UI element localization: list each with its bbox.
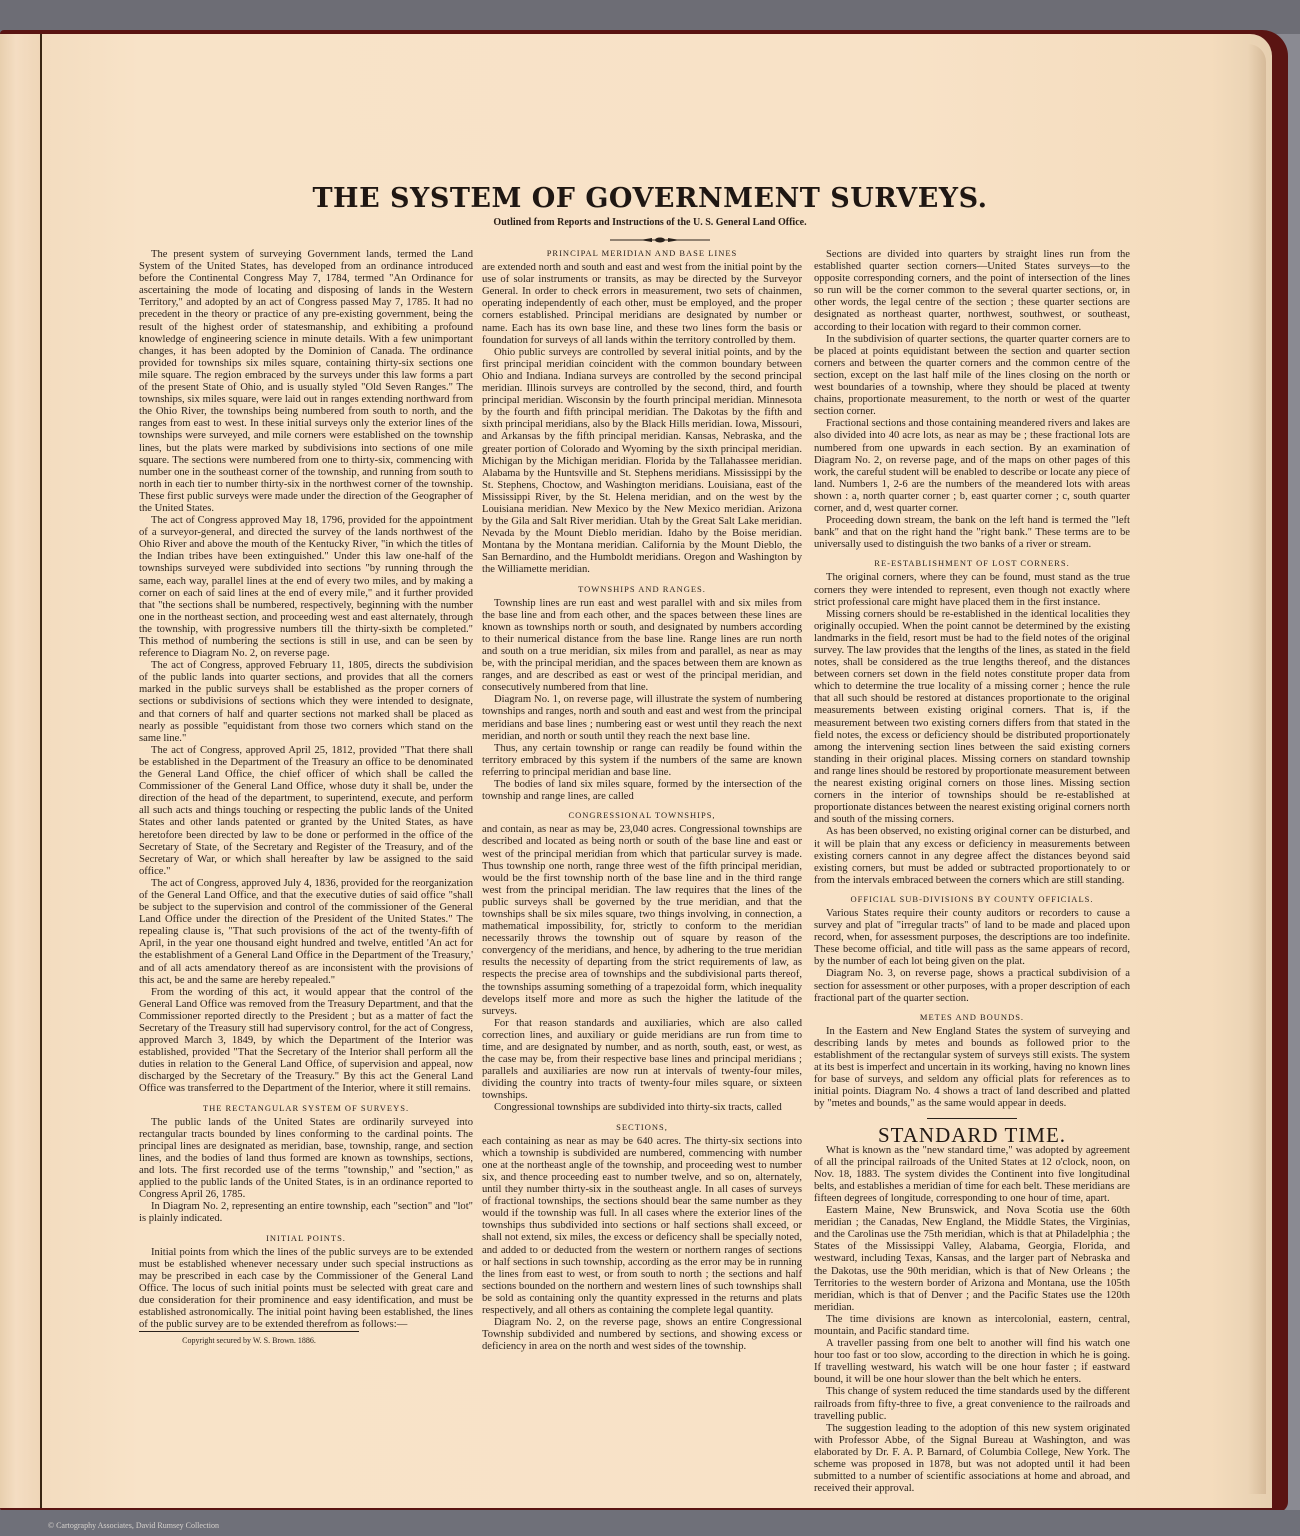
section-heading: PRINCIPAL MERIDIAN AND BASE LINES <box>546 248 738 258</box>
paragraph: The public lands of the United States are ordinarily surveyed into rectangular tracts bounded by lines conforming to the cardinal points. The principal lines are designated as meridian, base, township, range, and section lines, and the bodies of land thus formed are known as townships, sections, and lots. The first recorded use of the terms "township," and "section," as applied to the public lands of the United States, is in an ordinance reported to Congress April 26, 1785. <box>139 1116 473 1201</box>
paragraph: The bodies of land six miles square, formed by the intersection of the township and range lines, are called <box>482 779 802 803</box>
paragraph: Diagram No. 2, on the reverse page, shows an entire Congressional Township subdivided and numbered by sections, and showing excess or deficiency in area on the north and west sides of the township. <box>482 1317 802 1353</box>
paragraph: What is known as the "new standard time," was adopted by agreement of all the principal railroads of the United States at 12 o'clock, noon, on Nov. 18, 1883. The system divides the Continent into five longitudinal belts, and establishes a meridian of time for each belt. These meridians are fifteen degrees of longitude, corresponding to one hour of time, apart. <box>814 1144 1130 1204</box>
paragraph: This change of system reduced the time standards used by the different railroads from fifty-three to five, a great convenience to the railroads and travelling public. <box>814 1386 1130 1422</box>
ornament-divider-icon <box>610 236 710 244</box>
section-heading: INITIAL POINTS. <box>266 1232 346 1243</box>
section-heading: OFFICIAL SUB-DIVISIONS BY COUNTY OFFICIALS. <box>850 893 1094 904</box>
paragraph: The act of Congress approved May 18, 1796, provided for the appointment of a surveyor-general, and directed the survey of the lands northwest of the Ohio River and above the mouth of the Kentucky River, "in which the titles of the Indian tribes have been extinguished." Under this law one-half of the townships surveyed were subdivided into sections "by running through the same, each way, parallel lines at the end of every two miles, and by making a corner on each of said lines at the end of every mile," and it further provided that "the sections shall be numbered, respectively, beginning with the number one in the northeast section, and proceeding west and east alternately, through the township, with progressive numbers till the thirty-sixth be completed." This method of numbering the sections is still in use, and can be seen by reference to Diagram No. 2, on reverse page. <box>139 515 473 660</box>
paragraph: The act of Congress, approved April 25, 1812, provided "That there shall be established in the Department of the Treasury an office to be denominated the General Land Office, the chief officer of which shall be called the Commissioner of the General Land Office, whose duty it shall be, under the direction of the head of the department, to superintend, execute, and perform all such acts and things touching or respecting the public lands of the United States and other lands patented or granted by the United States, as have heretofore been directed by law to be done or performed in the office of the Secretary of State, of the Secretary and Register of the Treasury, and of the Secretary of War, or which shall hereafter by law be assigned to the said office." <box>139 744 473 877</box>
paragraph: Missing corners should be re-established in the identical localities they originally occupied. When the point cannot be determined by the existing landmarks in the field, resort must be had to the field notes of the original survey. The law provides that the lengths of the lines, as stated in the field notes, shall be considered as the true lengths thereof, and the distances between corners set down in the field notes constitute proper data from which to determine the true locality of a missing corner ; hence the rule that all such should be restored at distances proportionate to the original measurements between existing original corners. That is, if the measurement between two existing corners differs from that stated in the field notes, the excess or deficiency should be distributed proportionately among the intervening section lines between the said existing corners standing in their original places. Missing corners on standard township and range lines should be restored by proportionate measurement between the nearest existing original corners on those lines. Missing section corners in the interior of townships should be re-established at proportionate distances between the nearest existing original corners north and south of the missing corners. <box>814 608 1130 826</box>
paragraph: Diagram No. 3, on reverse page, shows a practical subdivision of a section for assessment or other purposes, with a proper description of each fractional part of the quarter section. <box>814 968 1130 1004</box>
paragraph: The act of Congress, approved February 11, 1805, directs the subdivision of the public lands into quarter sections, and provides that all the corners marked in the public surveys shall be established as the proper corners of sections or subdivisions of sections which they were intended to designate, and that corners of half and quarter sections not marked shall be placed as nearly as possible "equidistant from those two corners which stand on the same line." <box>139 660 473 744</box>
copyright-notice: Copyright secured by W. S. Brown. 1886. <box>139 1331 359 1347</box>
paragraph: For that reason standards and auxiliaries, which are also called correction lines, and auxiliary or guide meridians are run from time to time, and are designated by number, and as north, south, east, or west, as the case may be, from their respective base lines and principal meridians ; parallels and auxiliaries are now run at intervals of twenty-four miles, dividing the country into tracts of twenty-four miles square, or sixteen townships. <box>482 1017 802 1102</box>
section-heading: METES AND BOUNDS. <box>919 1011 1025 1022</box>
page-title: THE SYSTEM OF GOVERNMENT SURVEYS. <box>312 183 988 214</box>
paragraph: Initial points from which the lines of the public surveys are to be extended must be established whenever necessary under such special instructions as may be prescribed in each case by the Commissioner of the General Land Office. The locus of such initial points must be selected with great care and due consideration for their prominence and easy identification, and must be established astronomically. The initial point having been established, the lines of the public survey are to be extended therefrom as follows:— <box>139 1246 473 1331</box>
text-column-right <box>814 249 1130 1495</box>
section-heading: TOWNSHIPS AND RANGES. <box>578 583 706 594</box>
paragraph: The act of Congress, approved July 4, 1836, provided for the reorganization of the General Land Office, and that the executive duties of said office "shall be subject to the supervision and control of the commissioner of the General Land Office under the direction of the President of the United States." The repealing clause is, "That such provisions of the act of the twenty-fifth of April, in the year one thousand eight hundred and twelve, entitled 'An act for the establishment of a General Land Office in the Department of the Treasury,' and of all acts amendatory thereof as are inconsistent with the provisions of this act, be and the same are hereby repealed." <box>139 877 473 986</box>
paragraph: Ohio public surveys are controlled by several initial points, and by the first principal meridian coincident with the common boundary between Ohio and Indiana. Indiana surveys are controlled by the second principal meridian. Illinois surveys are controlled by the second, third, and fourth principal meridian. Wisconsin by the fourth principal meridian. Minnesota by the fourth and fifth principal meridian. The Dakotas by the fifth and sixth principal meridians, also by the Black Hills meridian. Iowa, Missouri, and Arkansas by the fifth principal meridian. Kansas, Nebraska, and the greater portion of Colorado and Wyoming by the sixth principal meridian. Michigan by the Michigan meridian. Florida by the Tallahassee meridian. Alabama by the Huntsville and St. Stephens meridians. Mississippi by the St. Stephens, Choctow, and Washington meridians. Louisiana, east of the Mississippi River, by the St. Helena meridian, and on the west by the Louisiana meridian. New Mexico by the New Mexico meridian. Arizona by the Gila and Salt River meridian. Utah by the Great Salt Lake meridian. Nevada by the Mount Dieblo meridian. Idaho by the Boise meridian. Montana by the Montana meridian. California by the Mount Dieblo, the San Bernardino, and the Humboldt meridians. Oregon and Washington by the Williamette meridian. <box>482 346 802 576</box>
paragraph: The time divisions are known as intercolonial, eastern, central, mountain, and Pacific standard time. <box>814 1313 1130 1337</box>
section-heading: CONGRESSIONAL TOWNSHIPS, <box>568 810 716 821</box>
standard-time-heading: STANDARD TIME. <box>877 1123 1067 1148</box>
text-column-left <box>139 249 473 1347</box>
left-page-leaf <box>0 34 42 1508</box>
section-heading: SECTIONS, <box>616 1121 668 1132</box>
section-heading: RE-ESTABLISHMENT OF LOST CORNERS. <box>874 558 1070 569</box>
paragraph: In the subdivision of quarter sections, the quarter quarter corners are to be placed at points equidistant between the section and quarter section corners and between the quarter corners and the common centre of the section, except on the last half mile of the lines closing on the north or west boundaries of a township, where they should be placed at twenty chains, proportionate measurement, to the north or west of the quarter section corner. <box>814 333 1130 418</box>
paragraph: Diagram No. 1, on reverse page, will illustrate the system of numbering townships and ranges, north and south and east and west from the principal meridians and base lines ; numbering east or west until they reach the next meridian, and north or south until they reach the next base line. <box>482 694 802 742</box>
scan-backdrop-top <box>0 0 1300 34</box>
paragraph: The suggestion leading to the adoption of this new system originated with Professor Abbe, of the Signal Bureau at Washington, and was elaborated by Dr. F. A. P. Barnard, of Columbia College, New York. The scheme was proposed in 1878, but was not adopted until it had been submitted to a number of scientific associations at home and abroad, and received their approval. <box>814 1422 1130 1495</box>
page-edge-shadow <box>1248 44 1266 1494</box>
paragraph: Proceeding down stream, the bank on the left hand is termed the "left bank" and that on the right hand the "right bank." These terms are to be universally used to distinguish the two banks of a river or stream. <box>814 515 1130 551</box>
paragraph: Township lines are run east and west parallel with and six miles from the base line and from each other, and the spaces between these lines are known as townships north or south, and designated by numbers according to their numerical distance from the base line. Range lines are run north and south on a true meridian, six miles from and parallel, as near as may be, with the principal meridian, and the spaces between them are known as ranges, and are described as east or west of the principal meridian, and consecutively numbered from that line. <box>482 597 802 694</box>
paragraph: Congressional townships are subdivided into thirty-six tracts, called <box>494 1102 782 1114</box>
paragraph: Various States require their county auditors or recorders to cause a survey and plat of "irregular tracts" of land to be made and placed upon record, when, for assessment purposes, the descriptions are too indefinite. These become official, and title will pass as the same appears of record, by the number of each lot being given on the plat. <box>814 907 1130 968</box>
paragraph: Fractional sections and those containing meandered rivers and lakes are also divided into 40 acre lots, as near as may be ; these fractional lots are numbered from one upwards in each section. By an examination of Diagram No. 2, on reverse page, and of the maps on other pages of this work, the careful student will be enabled to describe or locate any piece of land. Numbers 1, 2-6 are the numbers of the meandered lots with areas shown : a, north quarter corner ; b, east quarter corner ; c, south quarter corner, and d, west quarter corner. <box>814 418 1130 514</box>
paragraph: each containing as near as may be 640 acres. The thirty-six sections into which a township is subdivided are numbered, commencing with number one at the northeast angle of the township, and proceeding west to number six, and thence proceeding east to number twelve, and so on, alternately, until they number thirty-six in the southeast angle. In all cases of surveys of fractional townships, the sections should bear the same number as they would if the township was full. In all cases where the exterior lines of the townships thus subdivided into sections or half sections shall exceed, or shall not extend, six miles, the excess or deficency shall be specially noted, and added to or deducted from the western or northern ranges of sections or half sections in such township, according as the error may be in running the lines from east to west, or from south to north ; the sections and half sections bounded on the northern and western lines of such townships shall be sold as containing only the quantity expressed in the returns and plats respectively, and all others as containing the complete legal quantity. <box>482 1135 802 1316</box>
paragraph: are extended north and south and east and west from the initial point by the use of solar instruments or transits, as may be directed by the Surveyor General. In order to check errors in measurement, two sets of chainmen, operating independently of each other, must be employed, and the proper corners established. Principal meridians are designated by number or name. Each has its own base line, and these two lines form the basis or foundation for surveys of all lands within the territory controlled by them. <box>482 262 802 346</box>
paragraph: In the Eastern and New England States the system of surveying and describing lands by metes and bounds as followed prior to the establishment of the rectangular system of surveys still exists. The system at its best is imperfect and uncertain in its working, having no known lines for base of surveys, and seldom any official plats for references as to initial points. Diagram No. 4 shows a tract of land described and platted by "metes and bounds," as the same would appear in deeds. <box>814 1025 1130 1110</box>
collection-credit: © Cartography Associates, David Rumsey Collection <box>48 1521 219 1530</box>
text-column-middle <box>482 247 802 1353</box>
paragraph: A traveller passing from one belt to another will find his watch one hour too fast or too slow, according to the direction in which he is going. If travelling westward, his watch will be one hour faster ; if eastward bound, it will be one hour slower than the belt which he enters. <box>814 1338 1130 1386</box>
paragraph: From the wording of this act, it would appear that the control of the General Land Office was removed from the Treasury Department, and that the Commissioner reported directly to the President ; but as a matter of fact the Secretary of the Treasury still had supervisory control, for the act of Congress, approved March 3, 1849, by which the Department of the Interior was established, provided "That the Secretary of the Interior shall perform all the duties in relation to the General Land Office, of supervision and appeal, now discharged by the Secretary of the Treasury." By this act the General Land Office was transferred to the Department of the Interior, where it still remains. <box>139 986 473 1095</box>
page-subtitle: Outlined from Reports and Instructions of the U. S. General Land Office. <box>493 217 807 228</box>
paragraph: and contain, as near as may be, 23,040 acres. Congressional townships are described and located as being north or south of the base line and east or west of the principal meridian from which that particular survey is made. Thus township one north, range three west of the fifth principal meridian, would be the first township north of the base line and in the third range west from the principal meridian. The law requires that the lines of the public surveys shall be governed by the true meridian, and that the townships shall be six miles square, two things involving, in connection, a mathematical impossibility, for, strictly to conform to the meridian necessarily throws the township out of square by reason of the convergency of the meridians, and hence, by adhering to the true meridian results the necessity of departing from the strict requirements of law, as respects the precise area of townships and the subdivisional parts thereof, the townships assuming something of a trapezoidal form, which inequality develops itself more and more as such the higher the latitude of the surveys. <box>482 824 802 1017</box>
paragraph: The original corners, where they can be found, must stand as the true corners they were intended to represent, even though not exactly where strict professional care might have placed them in the first instance. <box>814 572 1130 608</box>
paragraph: The present system of surveying Government lands, termed the Land System of the United States, has developed from an ordinance introduced before the Continental Congress May 7, 1784, termed "An Ordinance for ascertaining the mode of locating and disposing of lands in the Western Territory," and adopted by an act of Congress passed May 7, 1785. It had no precedent in the theory or practice of any pre-existing government, being the result of the highest order of statesmanship, and exhibiting a profound knowledge of engineering science in minute details. With a few unimportant changes, it has been adopted by the Dominion of Canada. The ordinance provided for townships six miles square, containing thirty-six sections one mile square. The region embraced by the surveys under this law forms a part of the present State of Ohio, and is usually styled "Old Seven Ranges." The townships, six miles square, were laid out in ranges extending northward from the Ohio River, the townships being numbered from south to north, and the ranges from east to west. In these initial surveys only the exterior lines of the townships were surveyed, and mile corners were established on the township lines, but the plats were marked by subdivisions into sections of one mile square. The sections were numbered from one to thirty-six, commencing with number one in the southeast corner of the township, and running from south to north in each tier to number thirty-six in the northwest corner of the township. These first public surveys were made under the direction of the Geographer of the United States. <box>139 249 473 514</box>
section-heading: THE RECTANGULAR SYSTEM OF SURVEYS. <box>202 1102 410 1113</box>
paragraph: As has been observed, no existing original corner can be disturbed, and it will be plain that any excess or deficiency in measurements between existing corners cannot in any degree affect the distances beyond said existing corners, but must be added or subtracted proportionately to or from the intervals embraced between the corners which are still standing. <box>814 826 1130 886</box>
paragraph: Eastern Maine, New Brunswick, and Nova Scotia use the 60th meridian ; the Canadas, New England, the Middle States, the Virginias, and the Carolinas use the 75th meridian, which is that at Philadelphia ; the States of the Mississippi Valley, Alabama, Georgia, Florida, and westward, including Texas, Kansas, and the larger part of Nebraska and the Dakotas, use the 90th meridian, which is that of New Orleans ; the Territories to the western border of Arizona and Montana, use the 105th meridian, which is that of Denver ; and the Pacific States use the 120th meridian. <box>814 1205 1130 1313</box>
paragraph: Sections are divided into quarters by straight lines run from the established quarter section corners—United States surveys—to the opposite corresponding corners, and the point of intersection of the lines so run will be the corner common to the several quarter sections, or, in other words, the legal centre of the section ; these quarter sections are designated as northeast quarter, northwest, southwest, or southeast, according to their location with regard to their common corner. <box>814 249 1130 333</box>
paragraph: Thus, any certain township or range can readily be found within the territory embraced by this system if the numbers of the same are known referring to principal meridian and base line. <box>482 742 802 778</box>
divider-rule <box>927 1118 1017 1119</box>
paragraph: In Diagram No. 2, representing an entire township, each "section" and "lot" is plainly indicated. <box>139 1201 473 1225</box>
